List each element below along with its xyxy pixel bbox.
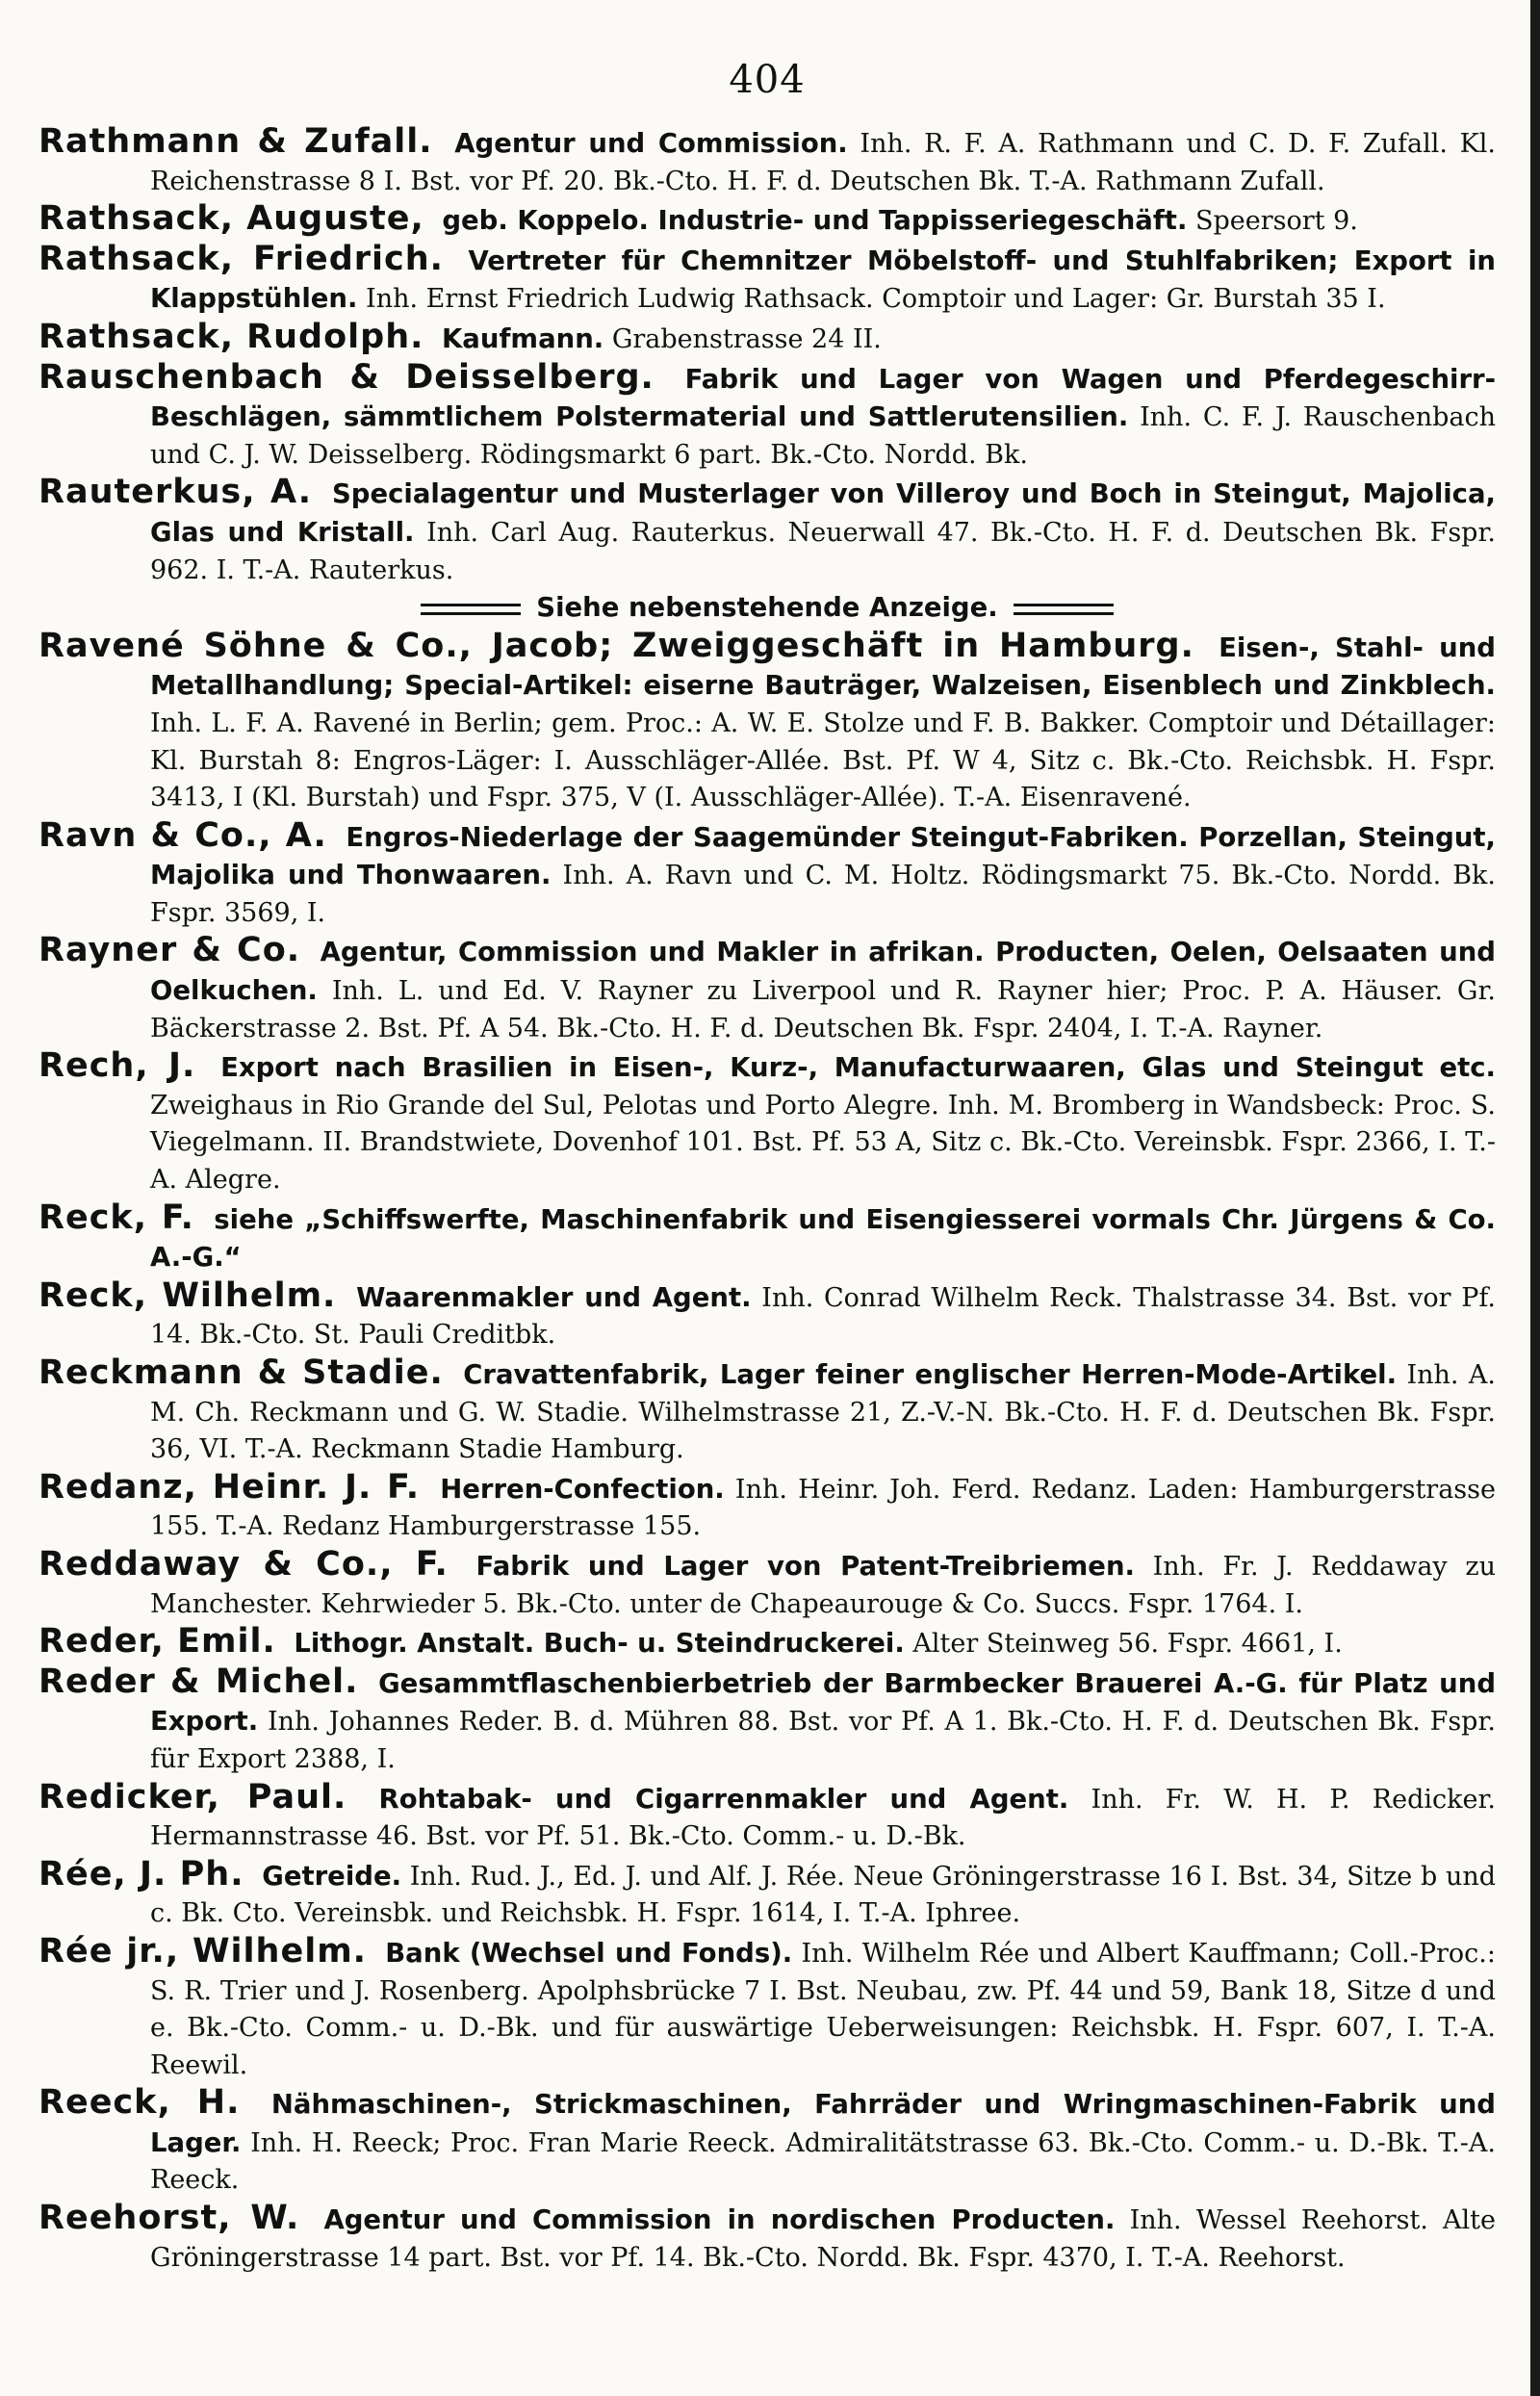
directory-entry xyxy=(38,123,1496,200)
entry-details: Inh. Fr. J. Reddaway zu Manchester. Kehrwieder 5. Bk.-Cto. unter de Chapeaurouge & Co. Succs. Fspr. 1764. I. xyxy=(150,1551,1496,1619)
entry-details: Alter Steinweg 56. Fspr. 4661, I. xyxy=(912,1629,1343,1660)
directory-entry xyxy=(38,2084,1496,2200)
directory-entry xyxy=(38,628,1496,817)
entry-business: Kaufmann. xyxy=(442,322,604,354)
directory-entry xyxy=(38,1546,1496,1623)
entry-details: Grabenstrasse 24 II. xyxy=(611,323,882,354)
entry-details: Inh. H. Reeck; Proc. Fran Marie Reeck. Admiralitätstrasse 63. Bk.-Cto. Comm.- u. D.-Bk. T.-A. Reeck. xyxy=(150,2127,1496,2196)
entry-business: Herren-Confection. xyxy=(440,1473,725,1505)
entry-business: Fabrik und Lager von Wagen und Pferdegeschirr-Beschlägen, sämmtlichem Polstermaterial und Sattlerutensilien. xyxy=(150,363,1496,433)
entry-business: Specialagentur und Musterlager von Villeroy und Boch in Steingut, Majolica, Glas und Kristall. xyxy=(150,478,1496,548)
entry-details: Inh. Fr. W. H. P. Redicker. Hermannstrasse 46. Bst. vor Pf. 51. Bk.-Cto. Comm.- u. D.-Bk. xyxy=(150,1784,1497,1852)
entry-details: Inh. Ernst Friedrich Ludwig Rathsack. Comptoir und Lager: Gr. Burstah 35 I. xyxy=(366,284,1386,315)
directory-entry xyxy=(38,1933,1496,2084)
directory-entry xyxy=(38,1663,1496,1779)
entry-name: Rée, J. Ph. xyxy=(38,1854,244,1894)
directory-entry xyxy=(38,474,1496,589)
entry-business: Agentur, Commission und Makler in afrikan. Producten, Oelen, Oelsaaten und Oelkuchen. xyxy=(150,937,1496,1007)
entry-name: Reeck, H. xyxy=(38,2083,241,2123)
advertisement-notice xyxy=(38,589,1496,628)
entry-details: Zweighaus in Rio Grande del Sul, Pelotas und Porto Alegre. Inh. M. Bromberg in Wandsbeck: Proc. S. Viegelmann. II. Brandstwiete, Dovenhof 101. Bst. Pf. 53 A, Sitz c. Bk.-Cto. Vereinsbk. Fspr. 2366, I. T.-A. Alegre. xyxy=(150,1090,1496,1196)
entry-business: Lithogr. Anstalt. Buch- u. Steindruckerei. xyxy=(294,1628,905,1660)
entry-business: Nähmaschinen-, Strickmaschinen, Fahrräder und Wringmaschinen-Fabrik und Lager. xyxy=(150,2089,1496,2158)
entry-name: Rech, J. xyxy=(38,1046,196,1086)
entry-name: Rathsack, Rudolph. xyxy=(38,317,424,356)
entry-name: Rée jr., Wilhelm. xyxy=(38,1931,367,1971)
entry-details: Inh. L. F. A. Ravené in Berlin; gem. Proc.: A. W. E. Stolze und F. B. Bakker. Comptoir und Détaillager: Kl. Burstah 8: Engros-Läger: I. Ausschläger-Allée. Bst. Pf. W 4, Sitz c. Bk.-Cto. Reichsbk. H. Fspr. 3413, I (Kl. Burstah) und Fspr. 375, V (I. Ausschläger-Allée). T.-A. Eisenravené. xyxy=(150,708,1496,813)
entry-details: Inh. Heinr. Joh. Ferd. Redanz. Laden: Hamburgerstrasse 155. T.-A. Redanz Hamburgerstrasse 155. xyxy=(150,1474,1496,1542)
entry-name: Redanz, Heinr. J. F. xyxy=(38,1467,421,1507)
page-number: 404 xyxy=(729,58,806,102)
directory-entry xyxy=(38,1277,1496,1354)
entries-block-2 xyxy=(38,628,1496,2278)
entry-details: Inh. R. F. A. Rathmann und C. D. F. Zufall. Kl. Reichenstrasse 8 I. Bst. vor Pf. 20. Bk.-Cto. H. F. d. Deutschen Bk. T.-A. Rathmann Zufall. xyxy=(150,129,1496,196)
entry-business: geb. Koppelo. Industrie- und Tappisseriegeschäft. xyxy=(442,205,1188,237)
directory-entry xyxy=(38,1469,1496,1546)
entry-name: Rauschenbach & Deisselberg. xyxy=(38,357,654,397)
directory-entry xyxy=(38,2200,1496,2277)
entry-name: Ravené Söhne & Co., Jacob; Zweiggeschäft in Hamburg. xyxy=(38,626,1194,665)
directory-entry xyxy=(38,1047,1496,1198)
entry-details: Inh. Conrad Wilhelm Reck. Thalstrasse 34. Bst. vor Pf. 14. Bk.-Cto. St. Pauli Creditbk. xyxy=(150,1282,1496,1351)
directory-entry xyxy=(38,1354,1496,1469)
entry-business: Engros-Niederlage der Saagemünder Steingut-Fabriken. Porzellan, Steingut, Majolika und Thonwaaren. xyxy=(150,821,1497,891)
directory-entry xyxy=(38,1623,1496,1663)
page-edge-shadow xyxy=(1530,0,1540,2396)
entry-business: Eisen-, Stahl- und Metallhandlung; Special-Artikel: eiserne Bauträger, Walzeisen, Eisenblech und Zinkblech. xyxy=(150,631,1496,702)
notice-rule-right xyxy=(1014,604,1114,615)
directory-entry xyxy=(38,1856,1496,1933)
entry-name: Reck, Wilhelm. xyxy=(38,1275,337,1315)
entry-business: Agentur und Commission. xyxy=(454,128,848,159)
entry-business: Vertreter für Chemnitzer Möbelstoff- und Stuhlfabriken; Export in Klappstühlen. xyxy=(150,245,1497,315)
entry-details: Speersort 9. xyxy=(1194,206,1358,237)
entry-details: Inh. A. Ravn und C. M. Holtz. Rödingsmarkt 75. Bk.-Cto. Nordd. Bk. Fspr. 3569, I. xyxy=(150,861,1496,928)
entries-block-1 xyxy=(38,123,1496,589)
directory-entry xyxy=(38,1199,1496,1277)
entry-business: Fabrik und Lager von Patent-Treibriemen. xyxy=(475,1550,1135,1582)
entry-details: Inh. Carl Aug. Rauterkus. Neuerwall 47. Bk.-Cto. H. F. d. Deutschen Bk. Fspr. 962. I. T.-A. Rauterkus. xyxy=(150,517,1496,585)
directory-entry xyxy=(38,1779,1496,1856)
directory-entry xyxy=(38,200,1496,241)
entry-name: Reddaway & Co., F. xyxy=(38,1544,449,1584)
directory-entry xyxy=(38,319,1496,359)
entry-name: Rathsack, Friedrich. xyxy=(38,239,444,278)
entry-business: Gesammtflaschenbierbetrieb der Barmbecker Brauerei A.-G. für Platz und Export. xyxy=(150,1667,1496,1738)
entry-business: Agentur und Commission in nordischen Producten. xyxy=(323,2204,1116,2236)
entry-business: Getreide. xyxy=(262,1860,402,1892)
directory-entry xyxy=(38,932,1496,1047)
notice-rule-left xyxy=(421,604,521,615)
entry-business: siehe „Schiffswerfte, Maschinenfabrik und Eisengiesserei vormals Chr. Jürgens & Co. A.-G.“ xyxy=(150,1203,1496,1274)
entry-details: Inh. Wessel Reehorst. Alte Gröningerstrasse 14 part. Bst. vor Pf. 14. Bk.-Cto. Nordd. Bk. Fspr. 4370, I. T.-A. Reehorst. xyxy=(150,2205,1496,2273)
entry-name: Rathmann & Zufall. xyxy=(38,122,433,161)
directory-entry xyxy=(38,359,1496,475)
entry-business: Cravattenfabrik, Lager feiner englischer Herren-Mode-Artikel. xyxy=(463,1359,1398,1390)
entry-details: Inh. Wilhelm Rée und Albert Kauffmann; Coll.-Proc.: S. R. Trier und J. Rosenberg. Apolphsbrücke 7 I. Bst. Neubau, zw. Pf. 44 und 59, Bank 18, Sitze d und e. Bk.-Cto. Comm.- u. D.-Bk. und für auswärtige Ueberweisungen: Reichsbk. H. Fspr. 607, I. T.-A. Reewil. xyxy=(150,1938,1496,2080)
entry-name: Ravn & Co., A. xyxy=(38,815,327,855)
entry-name: Rayner & Co. xyxy=(38,931,301,970)
entry-name: Redicker, Paul. xyxy=(38,1777,347,1816)
entry-details: Inh. Johannes Reder. B. d. Mühren 88. Bst. vor Pf. A 1. Bk.-Cto. H. F. d. Deutschen Bk. Fspr. für Export 2388, I. xyxy=(150,1707,1496,1774)
entry-name: Reehorst, W. xyxy=(38,2199,300,2238)
directory-entry xyxy=(38,241,1496,319)
entry-name: Rauterkus, A. xyxy=(38,473,313,512)
entry-name: Reder, Emil. xyxy=(38,1622,276,1662)
entry-details: Inh. C. F. J. Rauschenbach und C. J. W. Deisselberg. Rödingsmarkt 6 part. Bk.-Cto. Nordd. Bk. xyxy=(150,402,1496,470)
entry-name: Reck, F. xyxy=(38,1198,194,1237)
notice-text: Siehe nebenstehende Anzeige. xyxy=(536,592,998,624)
directory-entry xyxy=(38,817,1496,933)
entry-business: Rohtabak- und Cigarrenmakler und Agent. xyxy=(378,1783,1069,1815)
entry-business: Export nach Brasilien in Eisen-, Kurz-, Manufacturwaaren, Glas und Steingut etc. xyxy=(220,1052,1496,1084)
entry-name: Reder & Michel. xyxy=(38,1662,359,1701)
entry-name: Rathsack, Auguste, xyxy=(38,199,424,239)
entry-name: Reckmann & Stadie. xyxy=(38,1353,444,1392)
entry-business: Waarenmakler und Agent. xyxy=(356,1281,752,1313)
entry-details: Inh. L. und Ed. V. Rayner zu Liverpool und R. Rayner hier; Proc. P. A. Häuser. Gr. Bäckerstrasse 2. Bst. Pf. A 54. Bk.-Cto. H. F. d. Deutschen Bk. Fspr. 2404, I. T.-A. Rayner. xyxy=(150,976,1496,1043)
entry-details: Inh. Rud. J., Ed. J. und Alf. J. Rée. Neue Gröningerstrasse 16 I. Bst. 34, Sitze b und c. Bk. Cto. Vereinsbk. und Reichsbk. H. Fspr. 1614, I. T.-A. Iphree. xyxy=(150,1861,1497,1929)
entry-business: Bank (Wechsel und Fonds). xyxy=(385,1937,793,1969)
entry-details: Inh. A. M. Ch. Reckmann und G. W. Stadie. Wilhelmstrasse 21, Z.-V.-N. Bk.-Cto. H. F. d. Deutschen Bk. Fspr. 36, VI. T.-A. Reckmann Stadie Hamburg. xyxy=(150,1360,1497,1465)
